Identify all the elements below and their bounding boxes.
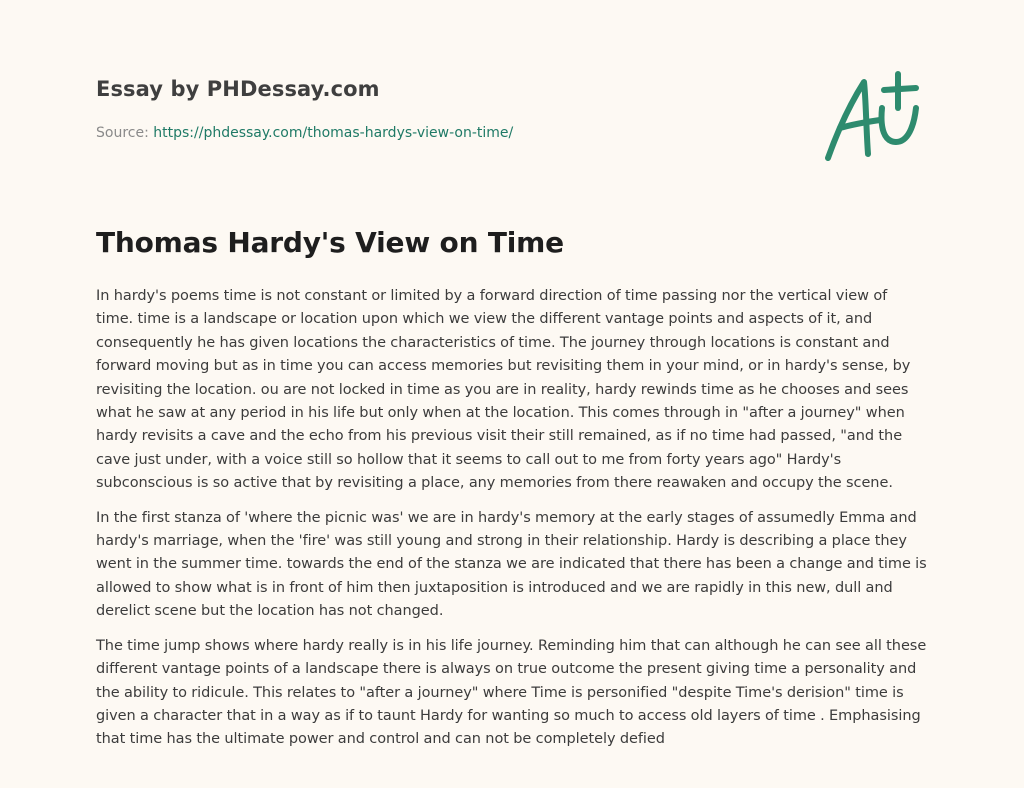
site-brand: Essay by PHDessay.com — [96, 77, 380, 101]
source-line — [96, 125, 513, 141]
source-link[interactable]: https://phdessay.com/thomas-hardys-view-on-time/ — [153, 125, 514, 141]
a-plus-logo-icon — [820, 68, 930, 164]
essay-paragraph: The time jump shows where hardy really is in his life journey. Reminding him that can although he can see all these different vantage points of a landscape there is always on true outcome the present giving time a personality and the ability to ridicule. This relates to "after a journey" where Time is personified "despite Time's derision" time is given a character that in a way as if to taunt Hardy for wanting so much to access old layers of time . Emphasising that time has the ultimate power and control and can not be completely defied — [96, 637, 927, 748]
essay-paragraph: In the first stanza of 'where the picnic was' we are in hardy's memory at the early stages of assumedly Emma and hardy's marriage, when the 'fire' was still young and strong in their relationship. Hardy is describing a place they went in the summer time. towards the end of the stanza we are indicated that there has been a change and time is allowed to show what is in front of him then juxtaposition is introduced and we are rapidly in this new, dull and derelict scene but the location has not changed. — [96, 509, 927, 620]
essay-paragraph: In hardy's poems time is not constant or limited by a forward direction of time passing nor the vertical view of time. time is a landscape or location upon which we view the different vantage points and aspects of it, and consequently he has given locations the characteristics of time. The journey through locations is constant and forward moving but as in time you can access memories but revisiting them in your mind, or in hardy's sense, by revisiting the location. ou are not locked in time as you are in reality, hardy rewinds time as he chooses and sees what he saw at any period in his life but only when at the location. This comes through in "after a journey" when hardy revisits a cave and the echo from his previous visit their still remained, as if no time had passed, "and the cave just under, with a voice still so hollow that it seems to call out to me from forty years ago" Hardy's subconscious is so active that by revisiting a place, any memories from there reawaken and occupy the scene. — [96, 288, 911, 492]
essay-title: Thomas Hardy's View on Time — [96, 226, 564, 259]
source-label: Source: — [96, 125, 149, 141]
essay-body — [96, 285, 928, 763]
